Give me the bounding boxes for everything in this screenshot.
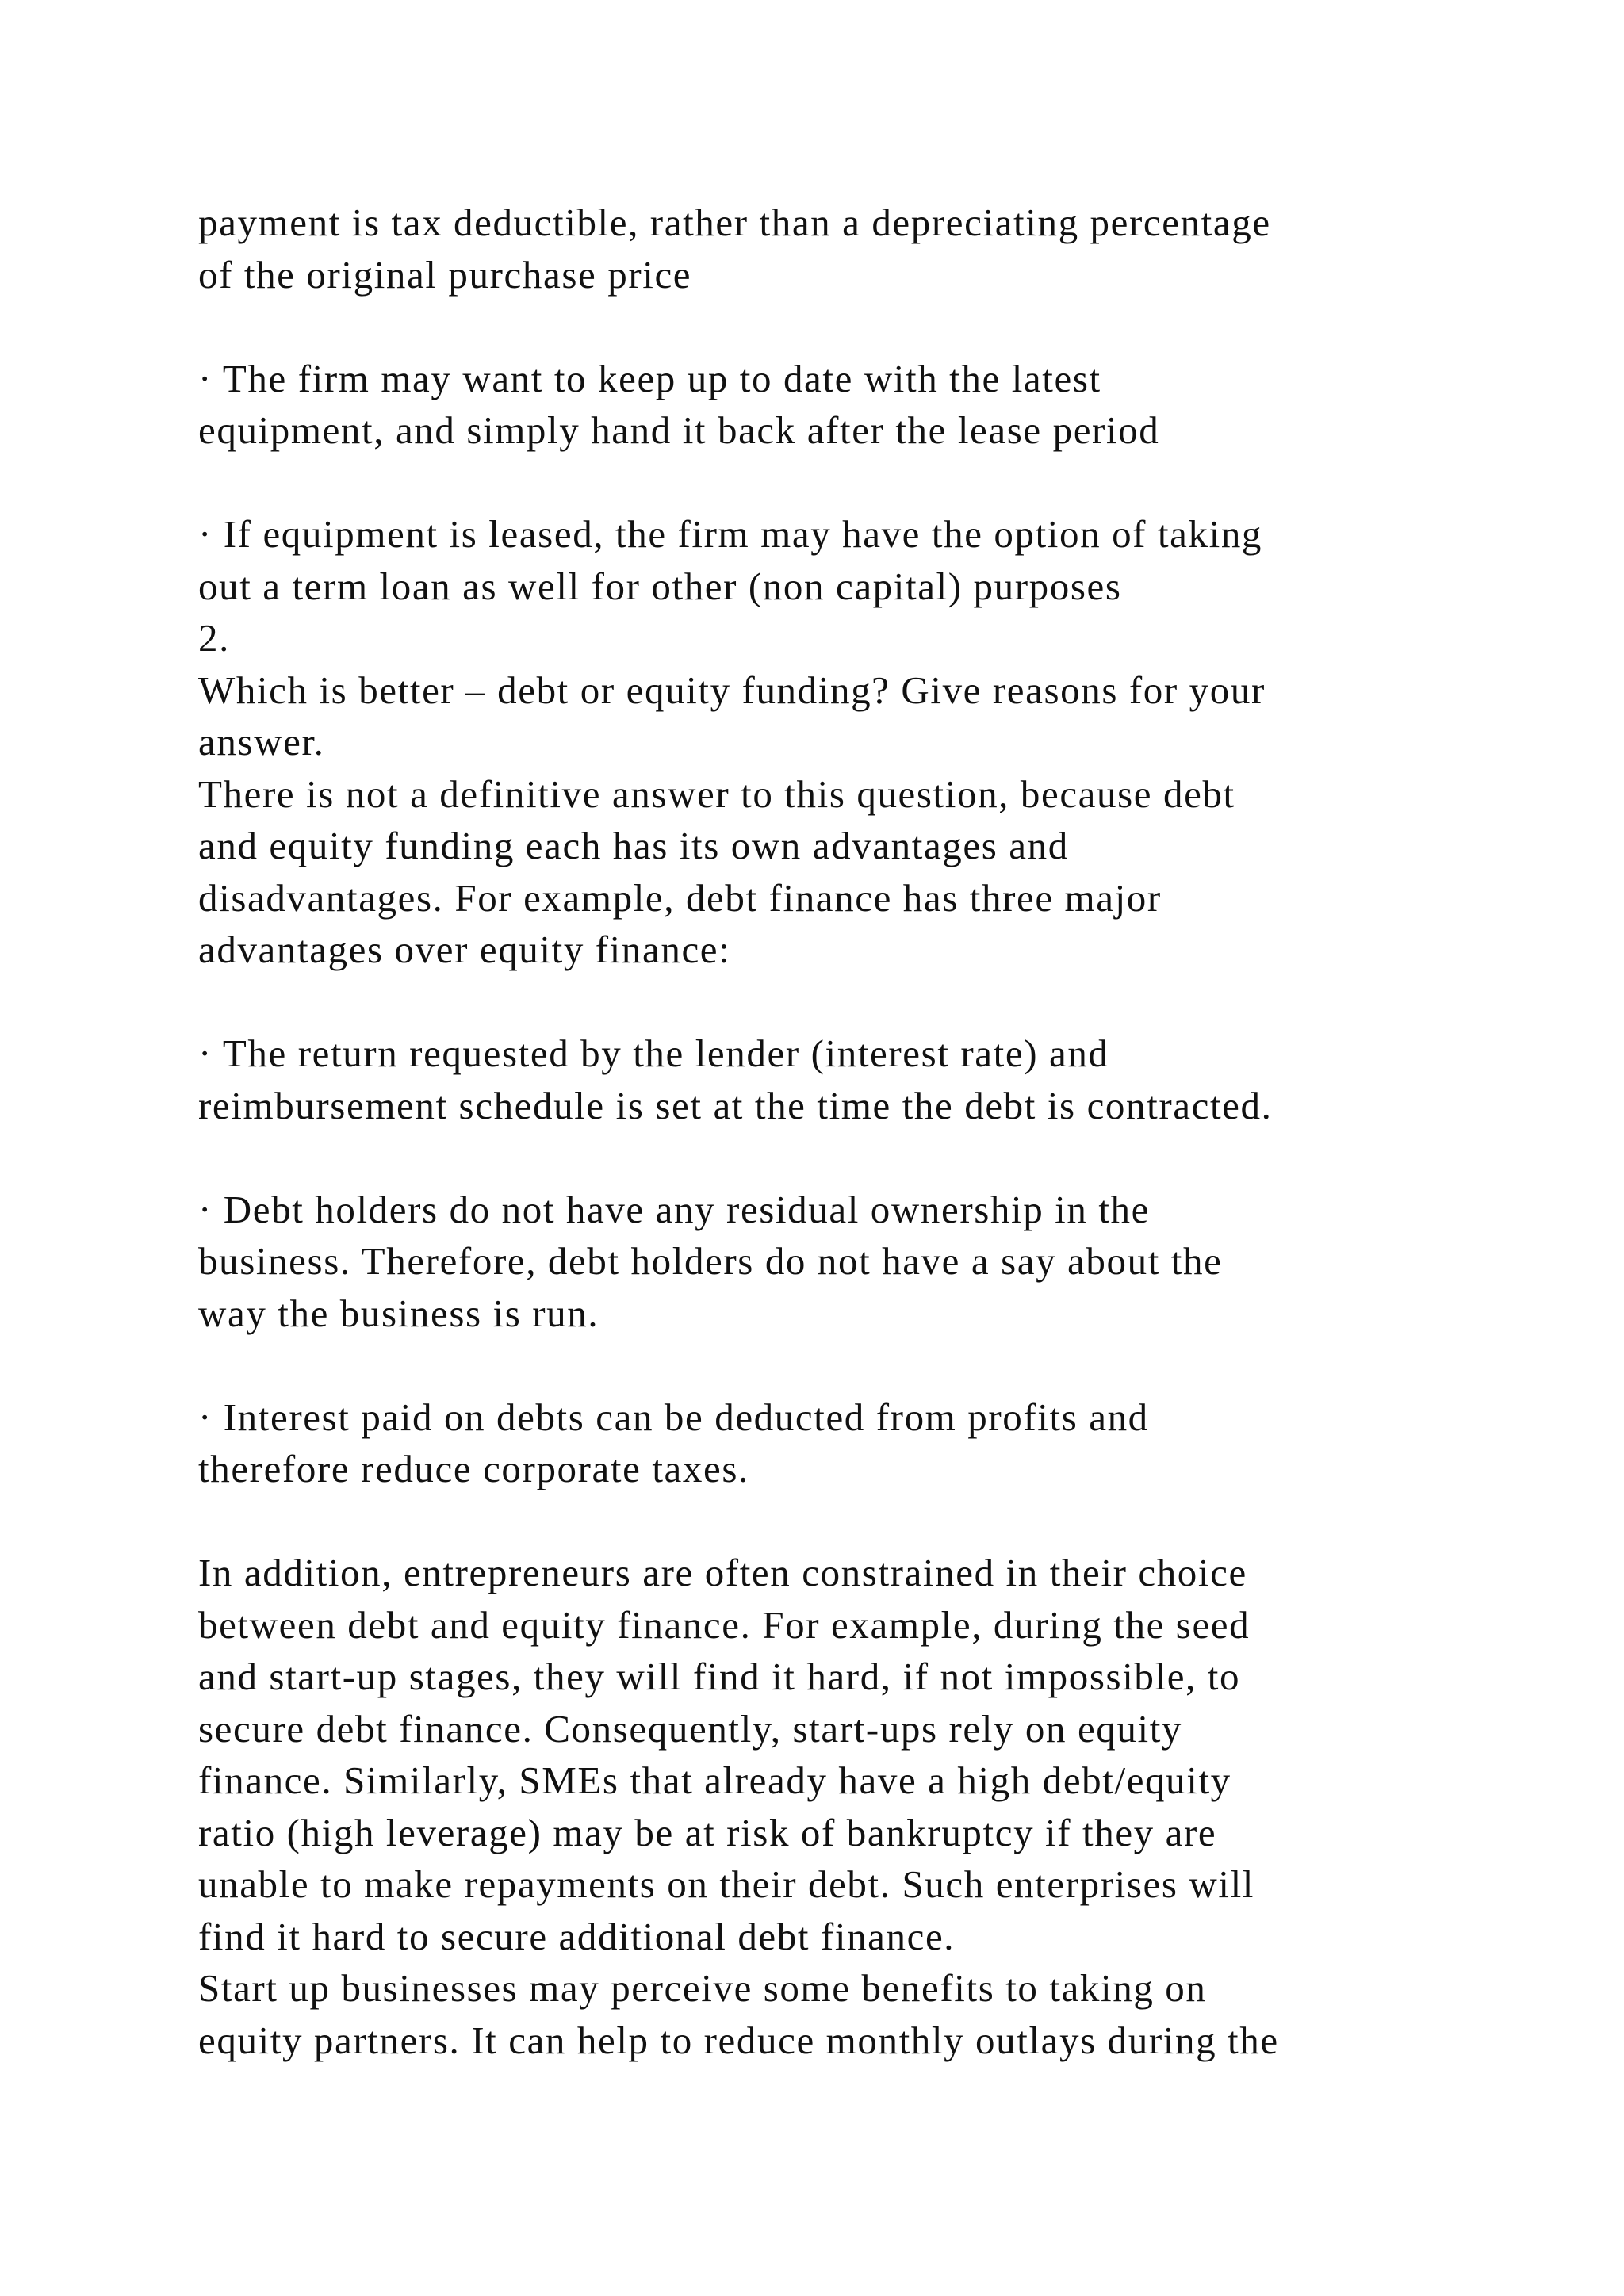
text-line: payment is tax deductible, rather than a depreciating percentage <box>198 201 1271 244</box>
text-line: In addition, entrepreneurs are often constrained in their choice <box>198 1551 1247 1594</box>
text-line: way the business is run. <box>198 1291 599 1335</box>
text-line: therefore reduce corporate taxes. <box>198 1447 749 1490</box>
document-body <box>198 197 1499 2066</box>
text-line: Start up businesses may perceive some benefits to taking on <box>198 1966 1207 2010</box>
question-text: answer. <box>198 720 325 763</box>
bullet-line: · The firm may want to keep up to date with the latest <box>198 356 1101 400</box>
text-line: out a term loan as well for other (non capital) purposes <box>198 564 1122 608</box>
text-line: reimbursement schedule is set at the time the debt is contracted. <box>198 1083 1273 1127</box>
text-line: unable to make repayments on their debt. Such enterprises will <box>198 1862 1255 1906</box>
blank-line <box>198 457 1499 509</box>
text-line: ratio (high leverage) may be at risk of bankruptcy if they are <box>198 1810 1217 1854</box>
text-line: secure debt finance. Consequently, start-ups rely on equity <box>198 1706 1183 1751</box>
text-line: and equity funding each has its own advantages and <box>198 824 1069 867</box>
text-line: business. Therefore, debt holders do not have a say about the <box>198 1239 1223 1283</box>
bullet-line: · If equipment is leased, the firm may have the option of taking <box>198 512 1263 556</box>
text-line: disadvantages. For example, debt finance has three major <box>198 875 1162 920</box>
text-line: equipment, and simply hand it back after the lease period <box>198 408 1160 452</box>
blank-line <box>198 1495 1499 1548</box>
text-line: equity partners. It can help to reduce monthly outlays during the <box>198 2018 1279 2062</box>
question-text: Which is better – debt or equity funding? Give reasons for your <box>198 668 1266 712</box>
blank-line <box>198 1339 1499 1391</box>
text-line: of the original purchase price <box>198 252 692 297</box>
text-line: and start-up stages, they will find it hard, if not impossible, to <box>198 1655 1241 1698</box>
text-line: advantages over equity finance: <box>198 928 731 971</box>
blank-line <box>198 1131 1499 1184</box>
text-line: between debt and equity finance. For example, during the seed <box>198 1602 1251 1647</box>
text-line: finance. Similarly, SMEs that already have a high debt/equity <box>198 1758 1231 1802</box>
question-number: 2. <box>198 616 230 660</box>
bullet-line: · Debt holders do not have any residual ownership in the <box>198 1187 1150 1231</box>
text-line: There is not a definitive answer to this question, because debt <box>198 771 1235 816</box>
blank-line <box>198 300 1499 353</box>
text-line: find it hard to secure additional debt finance. <box>198 1914 956 1958</box>
bullet-line: · Interest paid on debts can be deducted from profits and <box>198 1395 1149 1439</box>
bullet-line: · The return requested by the lender (interest rate) and <box>198 1031 1109 1075</box>
blank-line <box>198 976 1499 1028</box>
